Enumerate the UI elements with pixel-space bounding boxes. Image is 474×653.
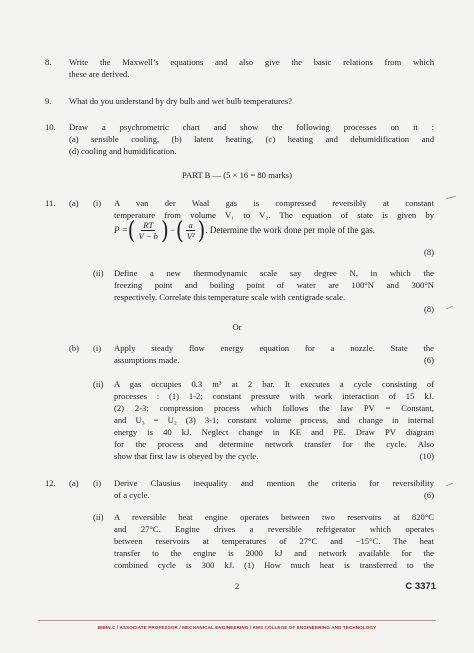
q11-b-ii-line4: and U₃ = U₂ (3) 3-1; constant volume process, and change in internal <box>114 415 434 425</box>
q12-a-ii-line5: combined cycle is 300 kJ. (1) How much heat is transferred to the <box>114 560 434 570</box>
q11-b-ii-line1: A gas occupies 0.3 m³ at 2 bar. It executes a cycle consisting of <box>114 379 434 389</box>
q12-a-label: (a) <box>69 478 79 488</box>
q12-a-i-label: (i) <box>93 478 102 488</box>
q12-number: 12. <box>45 478 56 488</box>
q9-number: 9. <box>45 96 52 106</box>
q12-a-i-line2: of a cycle. <box>114 490 150 500</box>
q11-b-i-line1: Apply steady flow energy equation for a nozzle. State the <box>114 343 434 353</box>
q8-number: 8. <box>45 57 52 67</box>
footer-credit: BIBIN.C / ASSOCIATE PROFESSOR / MECHANICAL ENGINEERING / KMS COLLEGE OF ENGINEERING AND TECHNOLOGY <box>97 625 377 630</box>
q12-a-ii-line4: transfer to the engine is 2000 kJ and network available for the <box>114 548 434 558</box>
q11-a-i-label: (i) <box>93 198 102 208</box>
q11-a-ii-label: (ii) <box>93 268 104 278</box>
q12-a-ii-line3: between reservoirs at temperatures of 27°C and −15°C. The heat <box>114 536 434 546</box>
q10-line3: (d) cooling and humidification. <box>69 146 177 156</box>
q11-b-ii-line5: energy is 40 kJ. Neglect change in KE and PE. Draw PV diagram <box>114 427 434 437</box>
q11-b-ii-line6: for the process and determine network transfer for the cycle. Also <box>114 439 434 449</box>
formula-den1: V − b <box>138 230 158 241</box>
q11-a-ii-marks: (8) <box>423 304 434 314</box>
q10-line2: (a) sensible cooling, (b) latent heating, (c) heating and dehumidification and <box>69 134 434 144</box>
q11-b-i-label: (i) <box>93 343 102 353</box>
q11-a-ii-line3: respectively. Correlate this temperature scale with centigrade scale. <box>114 292 346 302</box>
formula-minus: − <box>169 225 175 235</box>
q11-b-ii-line3: (2) 2-3; compression process which follows the law PV = Constant, <box>114 403 434 413</box>
formula-num2: a <box>188 219 193 230</box>
q11-number: 11. <box>45 198 56 208</box>
q11-a-ii-line2: freezing point and boiling point of water are 100°N and 300°N <box>114 280 434 290</box>
q12-a-i-marks: (6) <box>423 490 434 500</box>
q11-a-label: (a) <box>69 198 79 208</box>
formula-num1: RT <box>143 219 154 230</box>
q11-a-i-line2: temperature from volume V₁ to V₂. The equation of state is given by <box>114 210 434 220</box>
exam-code: C 3371 <box>405 581 436 592</box>
q11-b-ii-line2: processes : (1) 1-2; constant pressure with work interaction of 15 kJ. <box>114 391 434 401</box>
q11-a-i-marks: (8) <box>423 247 434 257</box>
q12-a-ii-line1: A reversible heat engine operates between two reservoirs at 820°C <box>114 512 434 522</box>
q11-b-i-line2: assumptions made. <box>114 355 180 365</box>
pencil-mark <box>446 483 453 486</box>
formula-tail: . Determine the work done per mole of the gas. <box>205 225 376 235</box>
q8-line2: these are derived. <box>69 69 130 79</box>
q12-a-ii-label: (ii) <box>93 512 104 522</box>
q11-b-label: (b) <box>69 343 80 353</box>
van-der-waals-equation <box>114 215 376 245</box>
formula-term2: ( $\frac{a}{\text{V²}}$ ) <box>175 215 206 245</box>
q12-a-ii-line2: and 27°C. Engine drives a reversible refrigerator which operates <box>114 524 434 534</box>
q11-a-ii-line1: Define a new thermodynamic scale say degree N, in which the <box>114 268 434 278</box>
formula-p: P = <box>114 225 128 235</box>
q12-a-i-line1: Derive Clausius inequality and mention the criteria for reversibility <box>114 478 434 488</box>
footer-rule <box>38 620 436 621</box>
part-b-heading: PART B — (5 × 16 = 80 marks) <box>182 170 292 180</box>
q8-line1: Write the Maxwell’s equations and also give the basic relations from which <box>69 57 434 67</box>
page-number: 2 <box>234 581 240 591</box>
or-divider: Or <box>232 322 242 332</box>
pencil-mark <box>446 196 456 200</box>
formula-den2: V² <box>186 230 195 241</box>
q9-line1: What do you understand by dry bulb and wet bulb temperatures? <box>69 96 292 106</box>
q11-b-ii-marks: (10) <box>419 451 434 461</box>
q11-b-i-marks: (6) <box>423 355 434 365</box>
pencil-mark <box>446 306 453 310</box>
formula-term1: ( $\frac{RT}{V - b}$ ) <box>127 215 169 245</box>
q11-a-i-line1: A van der Waal gas is compressed reversibly at constant <box>114 198 434 208</box>
q11-b-ii-label: (ii) <box>93 379 104 389</box>
q10-number: 10. <box>45 122 56 132</box>
q11-b-ii-line7: show that first law is obeyed by the cycle. <box>114 451 259 461</box>
q10-line1: Draw a psychrometric chart and show the following processes on it : <box>69 122 434 132</box>
